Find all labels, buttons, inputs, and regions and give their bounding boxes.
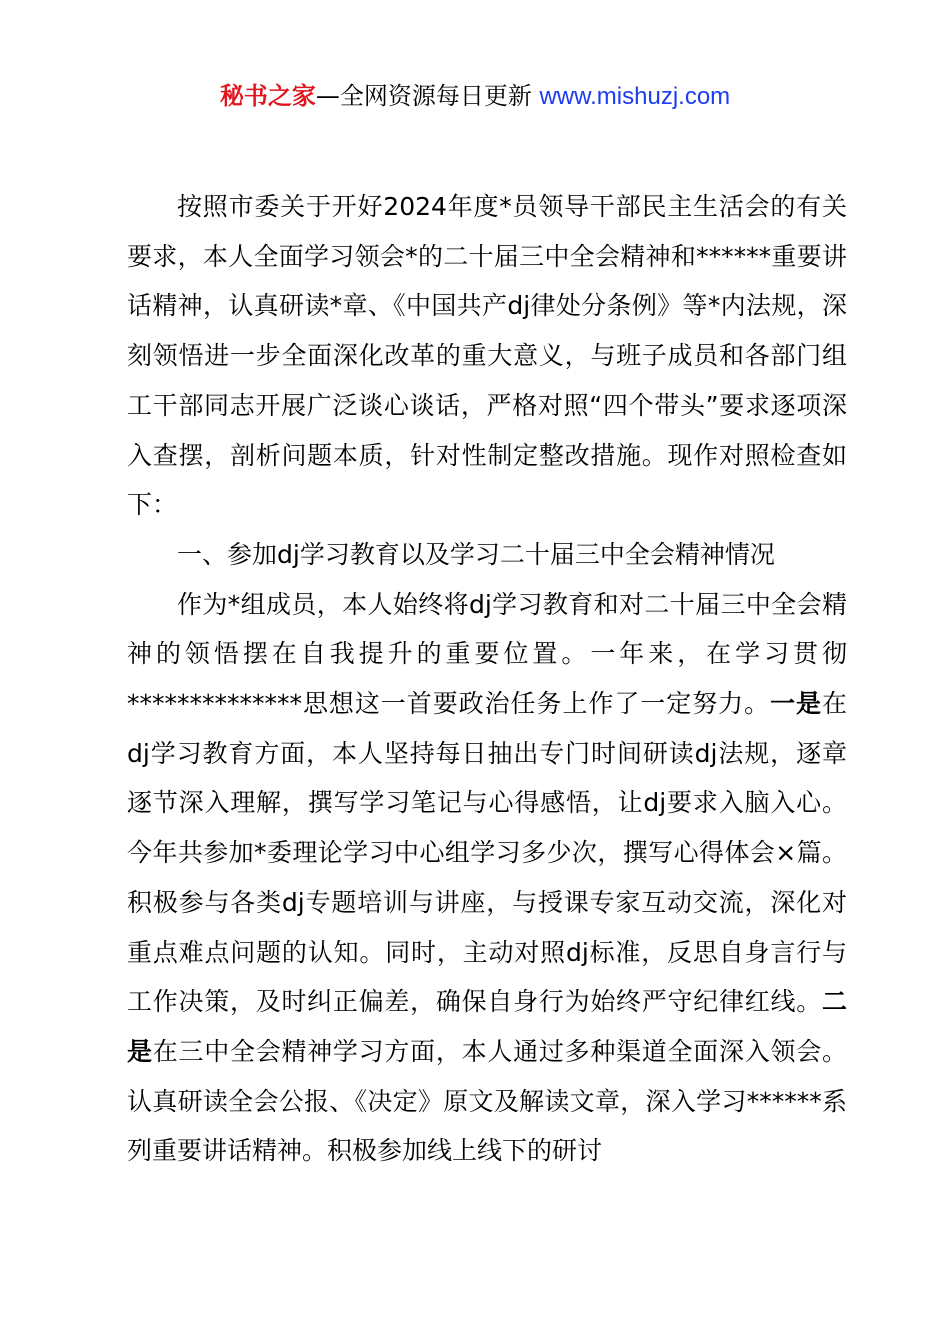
brand-name: 秘书之家 — [219, 82, 316, 110]
section-paragraph — [127, 580, 847, 1176]
point-two-label: 二是 — [127, 987, 847, 1066]
section-paragraph-text: 作为*组成员，本人始终将dj学习教育和对二十届三中全会精神的领悟摆在自我提升的重要位置。一年来，在学习贯彻**************思想这一首要政治任务上作了一定努力。 — [127, 589, 847, 719]
site-header — [0, 80, 950, 113]
point-one-text: 在dj学习教育方面，本人坚持每日抽出专门时间研读dj法规，逐章逐节深入理解，撰写学习笔记与心得感悟，让dj要求入脑入心。今年共参加*委理论学习中心组学习多少次，撰写心得体会×篇。积极参与各类dj专题培训与讲座，与授课专家互动交流，深化对重点难点问题的认知。同时，主动对照dj标准，反思自身言行与工作决策，及时纠正偏差，确保自身行为始终严守纪律红线。 — [127, 689, 847, 1017]
site-url-link[interactable]: www.mishuzj.com — [539, 83, 731, 110]
header-tagline: —全网资源每日更新 — [315, 82, 532, 110]
intro-paragraph: 按照市委关于开好2024年度*员领导干部民主生活会的有关要求，本人全面学习领会*的二十届三中全会精神和******重要讲话精神，认真研读*章、《中国共产dj律处分条例》等*内法规，深刻领悟进一步全面深化改革的重大意义，与班子成员和各部门组工干部同志开展广泛谈心谈话，严格对照“四个带头”要求逐项深入查摆，剖析问题本质，针对性制定整改措施。现作对照检查如下： — [127, 192, 847, 520]
point-two-text: 在三中全会精神学习方面，本人通过多种渠道全面深入领会。认真研读全会公报、《决定》原文及解读文章，深入学习******系列重要讲话精神。积极参加线上线下的研讨 — [127, 1036, 847, 1166]
document-body — [127, 182, 847, 1176]
section-heading: 一、参加dj学习教育以及学习二十届三中全会精神情况 — [177, 539, 775, 569]
point-one-label: 一是 — [770, 689, 822, 719]
